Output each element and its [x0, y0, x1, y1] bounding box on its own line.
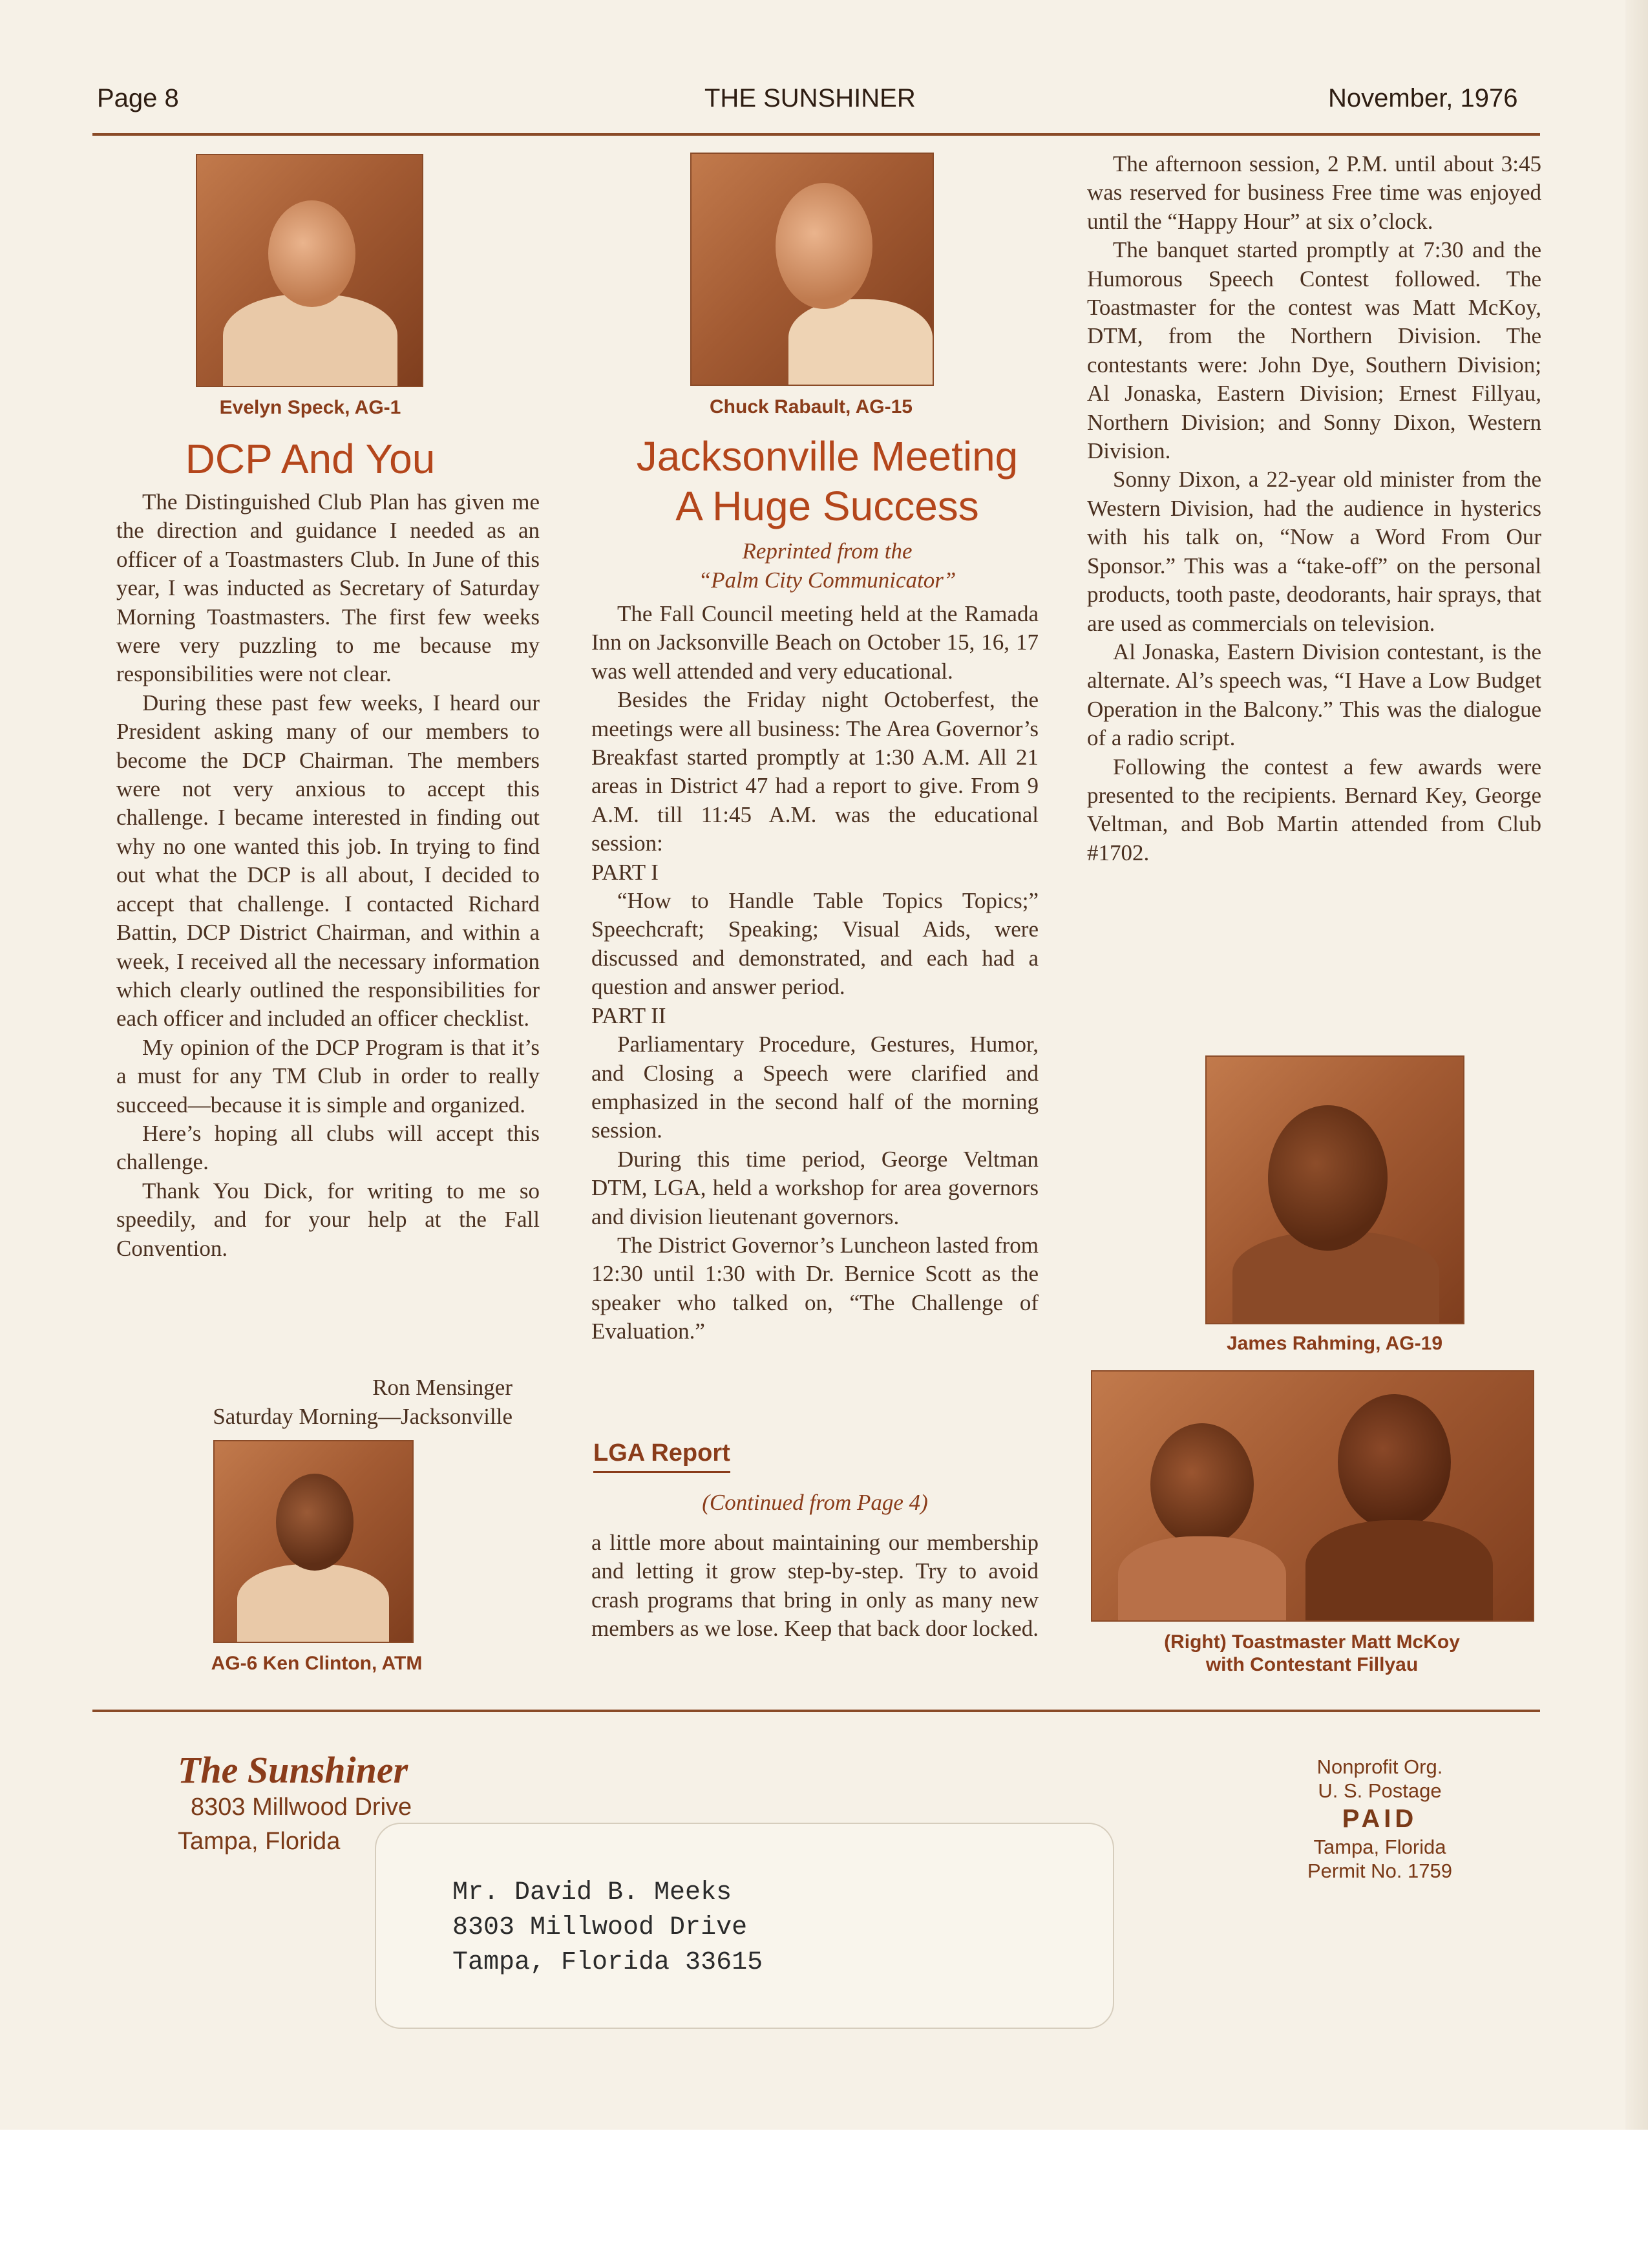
masthead-title: The Sunshiner	[178, 1749, 408, 1791]
caption-matt-mckoy-2: with Contestant Fillyau	[1205, 1654, 1419, 1675]
reprint-note-2: “Palm City Communicator”	[698, 567, 956, 593]
photo-matt-mckoy	[1091, 1370, 1534, 1622]
jax-paragraph: “How to Handle Table Topics Topics;” Speechcraft; Speaking; Visual Aids, were discussed and demonstrated, and each had a question and answer period.	[591, 888, 1039, 1000]
photo-james-rahming	[1205, 1055, 1464, 1324]
jax-paragraph: The afternoon session, 2 P.M. until about 3:45 was reserved for business Free time was enjoyed until the “Happy Hour” at six o’clock.	[1087, 151, 1541, 234]
dcp-paragraph: My opinion of the DCP Program is that it’s a must for any TM Club in order to really succeed—because it is simple and organized.	[116, 1034, 540, 1118]
jax-part-heading: PART I	[591, 859, 659, 885]
signature-club: Saturday Morning—Jacksonville	[213, 1404, 512, 1429]
postage-line: Permit No. 1759	[1307, 1860, 1452, 1882]
caption-evelyn-speck: Evelyn Speck, AG-1	[219, 397, 401, 418]
caption-chuck-rabault: Chuck Rabault, AG-15	[710, 396, 913, 418]
addressee-name: Mr. David B. Meeks	[452, 1878, 732, 1907]
caption-ken-clinton: AG-6 Ken Clinton, ATM	[211, 1653, 423, 1674]
jax-paragraph: Following the contest a few awards were presented to the recipients. Bernard Key, George Veltman, and Bob Martin attended from Club #1702.	[1087, 754, 1541, 865]
postage-line: U. S. Postage	[1318, 1779, 1442, 1802]
article-jacksonville-body-b	[1087, 150, 1541, 867]
addressee-city: Tampa, Florida 33615	[452, 1948, 763, 1977]
dcp-paragraph: Thank You Dick, for writing to me so speedily, and for your help at the Fall Convention.	[116, 1178, 540, 1261]
jax-paragraph: Besides the Friday night Octoberfest, the meetings were all business: The Area Governor’s Breakfast started promptly at 1:30 A.M. All 21 areas in District 47 had a report to give. From 9 A.M. till 11:45 A.M. was the educational session:	[591, 687, 1039, 856]
signature-name: Ron Mensinger	[372, 1375, 512, 1400]
page-edge	[1625, 0, 1648, 2130]
jax-paragraph: The banquet started promptly at 7:30 and the Humorous Speech Contest followed. The Toastmaster for the contest was Matt McKoy, DTM, from the Northern Division. The contestants were: John Dye, Southern Division; Al Jonaska, Eastern Division; Ernest Fillyau, Northern Division; and Sonny Dixon, Western Division.	[1087, 237, 1541, 464]
masthead-city: Tampa, Florida	[178, 1828, 341, 1855]
caption-matt-mckoy-1: (Right) Toastmaster Matt McKoy	[1164, 1631, 1460, 1653]
jax-paragraph: Sonny Dixon, a 22-year old minister from the Western Division, had the audience in hysterics with his talk on, “Now a Word From Our Sponsor.” This was a “take-off” on the personal products, tooth paste, deodorants, hair sprays, that are used as commercials on television.	[1087, 467, 1541, 636]
lga-report-body	[591, 1529, 1039, 1644]
reprint-note-1: Reprinted from the	[742, 538, 913, 564]
headline-jacksonville-1: Jacksonville Meeting	[636, 433, 1019, 480]
photo-ken-clinton	[213, 1440, 414, 1643]
page-number: Page 8	[97, 84, 179, 112]
postage-indicia	[1286, 1755, 1474, 1883]
lga-continued-note: (Continued from Page 4)	[702, 1490, 928, 1515]
postage-paid: PAID	[1342, 1805, 1418, 1833]
lga-paragraph: a little more about maintaining our membership and letting it grow step-by-step. Try to avoid crash programs that bring in only as many new members as we lose. Keep that back door locked.	[591, 1530, 1039, 1642]
jax-paragraph: The Fall Council meeting held at the Ramada Inn on Jacksonville Beach on October 15, 16, 17 was well attended and very educational.	[591, 601, 1039, 684]
article-dcp-body	[116, 488, 540, 1263]
postage-line: Tampa, Florida	[1313, 1836, 1446, 1858]
photo-chuck-rabault	[690, 153, 934, 386]
footer-rule	[92, 1710, 1540, 1712]
newsletter-title: THE SUNSHINER	[704, 84, 916, 112]
headline-dcp: DCP And You	[185, 436, 436, 482]
caption-james-rahming: James Rahming, AG-19	[1227, 1333, 1442, 1354]
postage-line: Nonprofit Org.	[1316, 1755, 1443, 1778]
jax-paragraph: Al Jonaska, Eastern Division contestant, is the alternate. Al’s speech was, “I Have a Low Budget Operation in the Balcony.” This was the dialogue of a radio script.	[1087, 639, 1541, 751]
header-rule	[92, 133, 1540, 136]
addressee-street: 8303 Millwood Drive	[452, 1913, 748, 1942]
dcp-paragraph: Here’s hoping all clubs will accept this challenge.	[116, 1120, 540, 1175]
photo-evelyn-speck	[196, 154, 423, 387]
jax-paragraph: During this time period, George Veltman DTM, LGA, held a workshop for area governors and division lieutenant governors.	[591, 1146, 1039, 1229]
article-jacksonville-body-a	[591, 600, 1039, 1346]
dcp-paragraph: The Distinguished Club Plan has given me the direction and guidance I needed as an officer of a Toastmasters Club. In June of this year, I was inducted as Secretary of Saturday Morning Toastmasters. The first few weeks were very puzzling to me because my responsibilities were not clear.	[116, 489, 540, 687]
headline-jacksonville-2: A Huge Success	[675, 483, 979, 529]
masthead-street: 8303 Millwood Drive	[191, 1794, 412, 1821]
jax-paragraph: The District Governor’s Luncheon lasted from 12:30 until 1:30 with Dr. Bernice Scott as the speaker who talked on, “The Challenge of Evaluation.”	[591, 1232, 1039, 1344]
jax-paragraph: Parliamentary Procedure, Gestures, Humor, and Closing a Speech were clarified and emphasized in the second half of the morning session.	[591, 1032, 1039, 1143]
issue-date: November, 1976	[1328, 84, 1518, 112]
dcp-paragraph: During these past few weeks, I heard our President asking many of our members to become the DCP Chairman. The members were not very anxious to accept this challenge. I became interested in finding out why no one wanted this job. In trying to find out what the DCP is all about, I decided to accept that challenge. I contacted Richard Battin, DCP District Chairman, and within a week, I received all the necessary information which clearly outlined the responsibilities for each officer and included an officer checklist.	[116, 690, 540, 1032]
jax-part-heading: PART II	[591, 1002, 666, 1028]
lga-report-heading: LGA Report	[593, 1439, 730, 1473]
